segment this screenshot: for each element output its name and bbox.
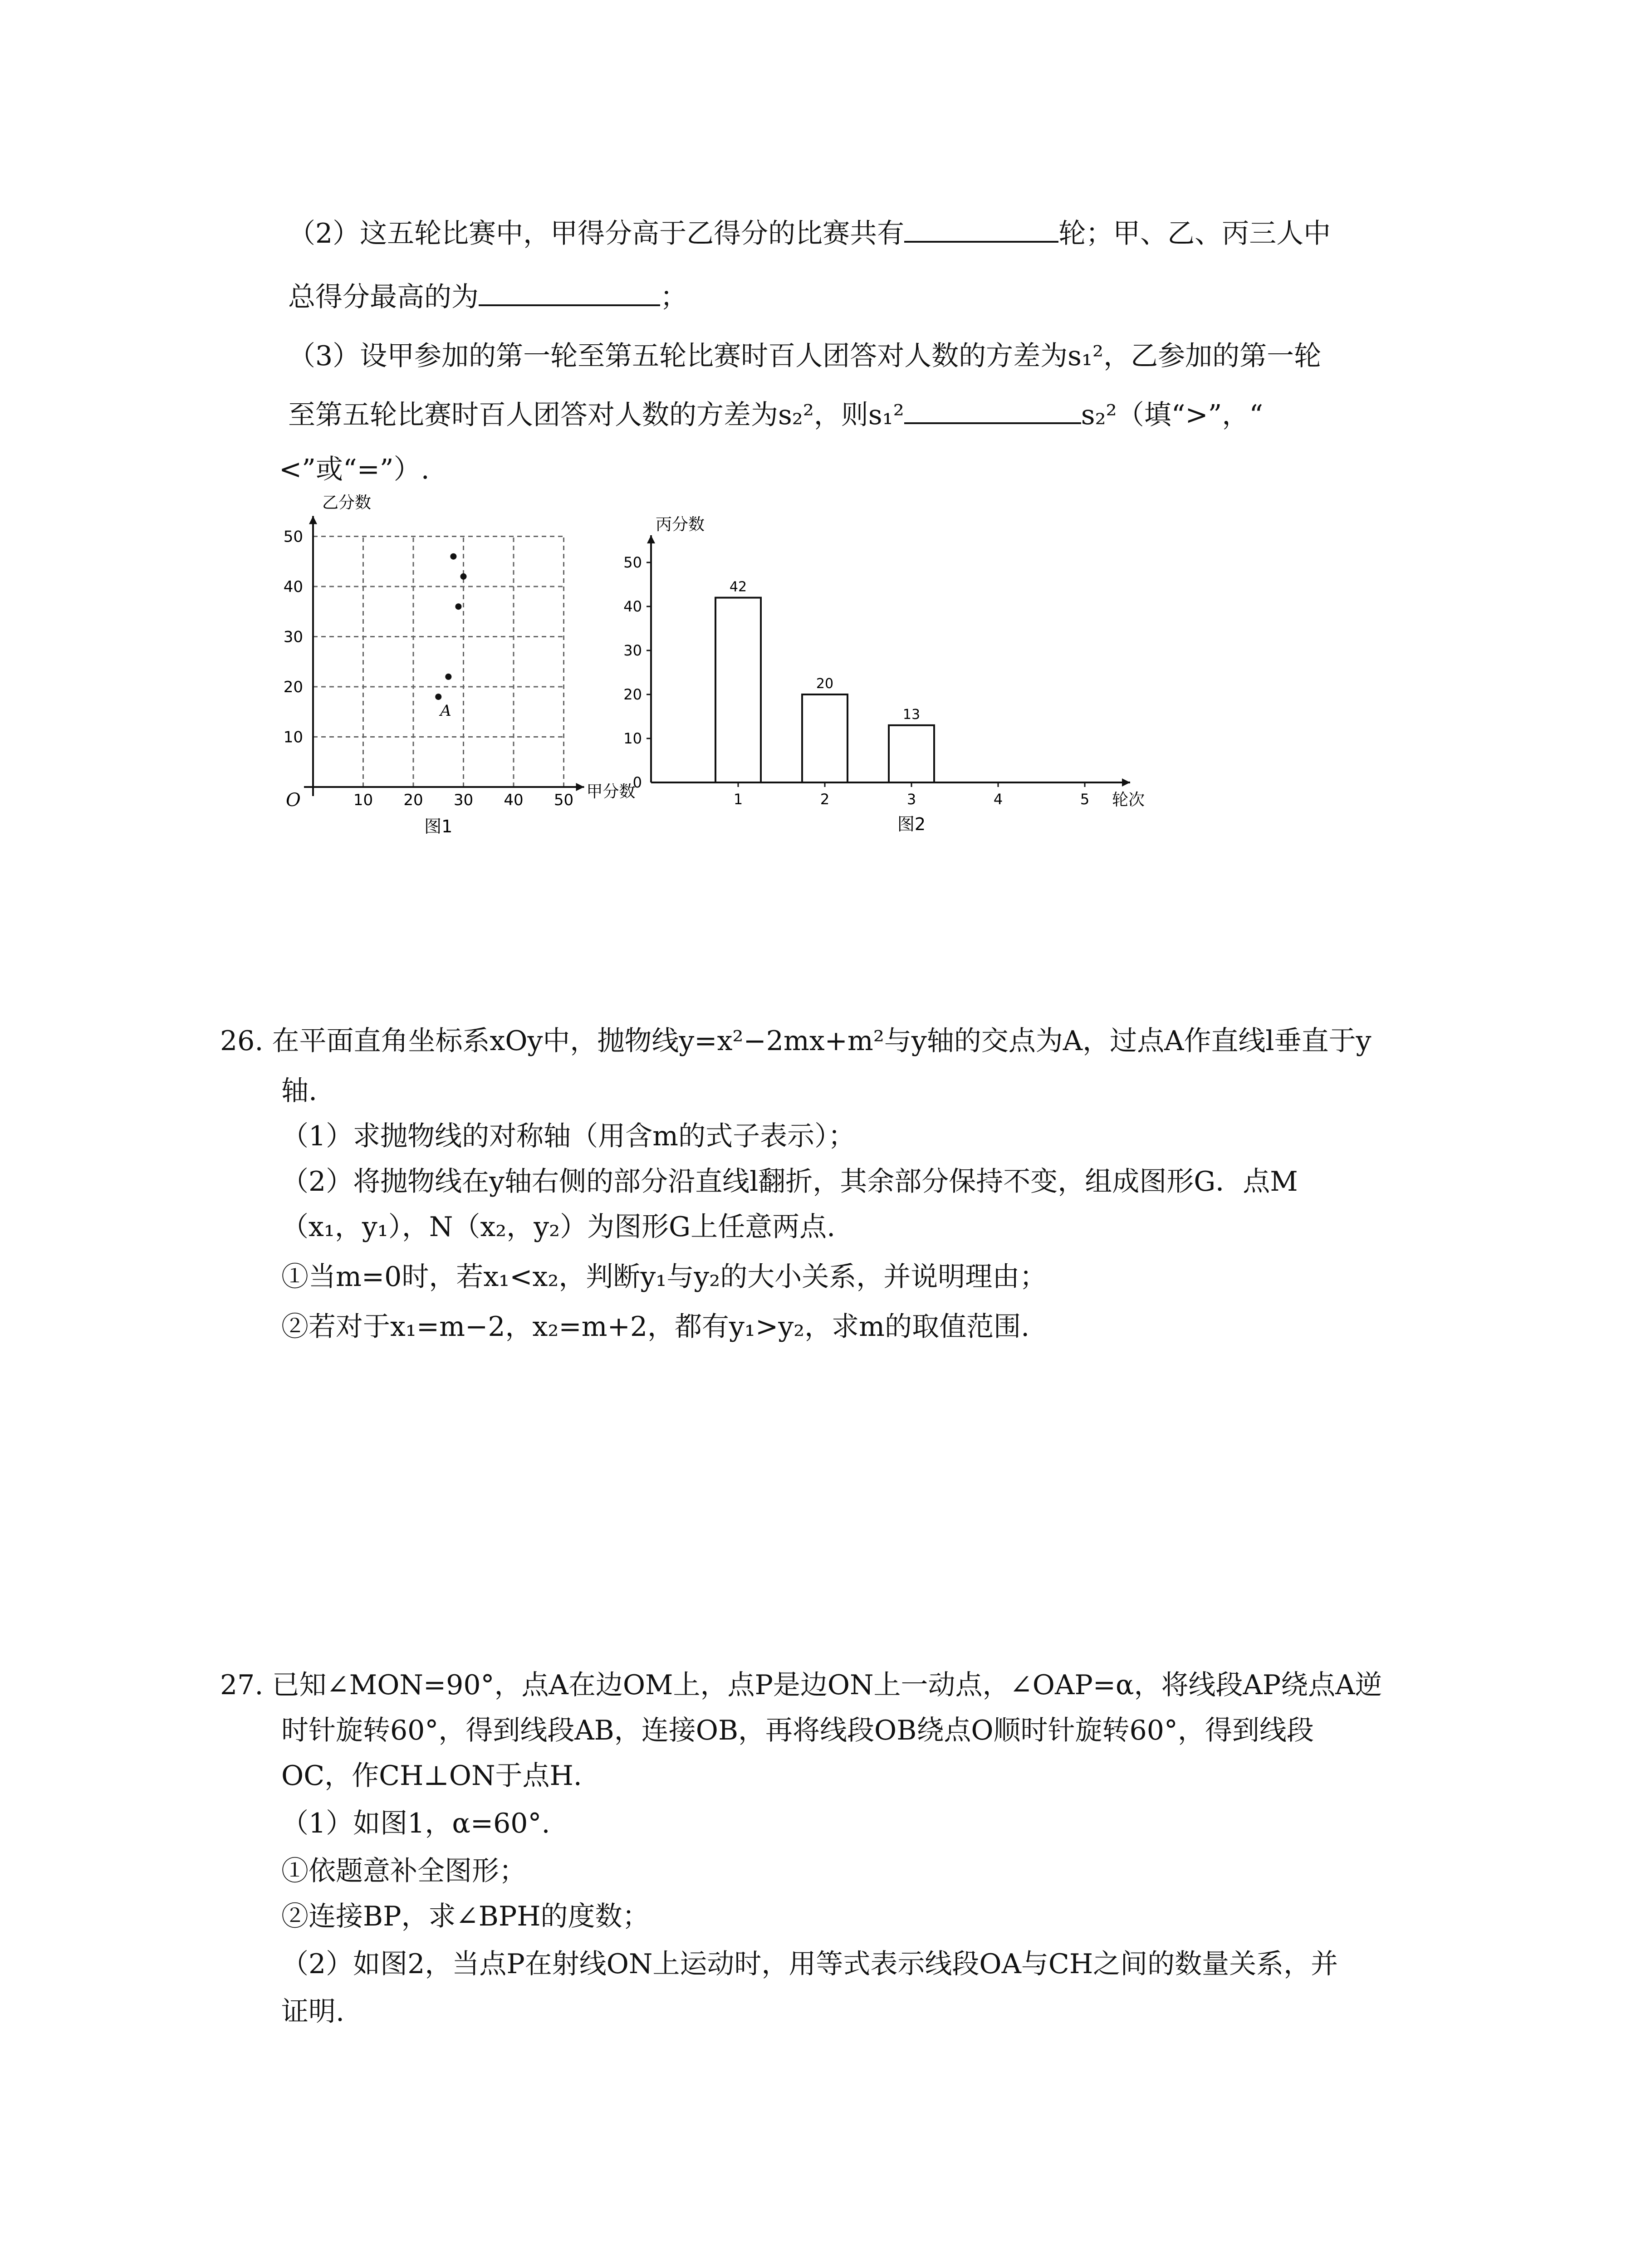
data-point xyxy=(455,603,461,610)
data-point xyxy=(450,553,456,560)
y-tick-label: 40 xyxy=(283,578,303,596)
data-point xyxy=(445,674,451,680)
x-tick-label: 3 xyxy=(906,791,916,808)
q26-part1: （1）求抛物线的对称轴（用含m的式子表示）； xyxy=(281,1120,856,1152)
x-tick-label: 20 xyxy=(403,791,423,809)
data-point xyxy=(460,573,467,580)
q27-part1: （1）如图1，α=60°. xyxy=(281,1808,550,1839)
x-axis-arrow xyxy=(576,783,584,791)
q25-part3-line3: <”或“=”）. xyxy=(279,454,430,485)
q26-line2: 轴. xyxy=(281,1075,318,1107)
x-tick-label: 2 xyxy=(820,791,830,808)
q25-part2-text-c: 总得分最高的为 xyxy=(288,281,479,313)
q25-part2-text-d: ； xyxy=(660,281,687,313)
q25-part2-text-b: 轮；甲、乙、丙三人中 xyxy=(1058,218,1331,249)
q27-sub1: ①依题意补全图形； xyxy=(281,1855,526,1887)
q26-line1: 26. 在平面直角坐标系xOy中，抛物线y=x²−2mx+m²与y轴的交点为A，过点A作直线l垂直于y xyxy=(220,1025,1372,1057)
x-tick-label: 50 xyxy=(554,791,574,809)
y-axis-label: 丙分数 xyxy=(656,515,705,534)
y-axis-label: 乙分数 xyxy=(322,494,372,512)
x-axis-label: 甲分数 xyxy=(586,782,636,801)
answer-blank-rounds[interactable] xyxy=(904,214,1058,243)
figure-caption: 图2 xyxy=(897,814,926,834)
figure-caption: 图1 xyxy=(424,816,453,836)
q26-sub2: ②若对于x₁=m−2，x₂=m+2，都有y₁>y₂，求m的取值范围. xyxy=(281,1311,1030,1343)
q27-sub2: ②连接BP，求∠BPH的度数； xyxy=(281,1901,650,1932)
answer-blank-highest-total[interactable] xyxy=(479,277,660,306)
origin-label: O xyxy=(286,790,301,811)
q27-line1: 27. 已知∠MON=90°，点A在边OM上，点P是边ON上一动点，∠OAP=α，将线段AP绕点A逆 xyxy=(220,1669,1382,1701)
q26-part2-line2: （x₁，y₁），N（x₂，y₂）为图形G上任意两点. xyxy=(281,1211,836,1243)
q27-part2-line1: （2）如图2，当点P在射线ON上运动时，用等式表示线段OA与CH之间的数量关系，并 xyxy=(281,1948,1338,1980)
bar xyxy=(715,598,761,782)
q25-part2-line2 xyxy=(288,277,687,318)
x-tick-label: 40 xyxy=(504,791,524,809)
x-tick-label: 1 xyxy=(733,791,743,808)
q27-part2-line2: 证明. xyxy=(281,1996,345,2028)
q27-line2: 时针旋转60°，得到线段AB，连接OB，再将线段OB绕点O顺时针旋转60°，得到线段 xyxy=(281,1715,1314,1746)
data-point xyxy=(435,694,441,700)
y-tick-label: 40 xyxy=(623,598,642,615)
y-tick-label: 50 xyxy=(623,554,642,571)
bar-data-label: 42 xyxy=(729,579,747,595)
bar-data-label: 13 xyxy=(902,706,921,723)
answer-blank-variance-compare[interactable] xyxy=(904,395,1081,424)
x-tick-label: 30 xyxy=(453,791,474,809)
figure-1-scatter xyxy=(263,490,653,853)
x-axis-label: 轮次 xyxy=(1112,791,1145,809)
x-tick-label: 10 xyxy=(353,791,373,809)
x-tick-label: 5 xyxy=(1080,791,1090,808)
q25-part3-text-a: 至第五轮比赛时百人团答对人数的方差为s₂²，则s₁² xyxy=(288,399,904,431)
bar xyxy=(889,725,934,782)
y-tick-label: 10 xyxy=(623,730,642,747)
q26-sub1: ①当m=0时，若x₁<x₂，判断y₁与y₂的大小关系，并说明理由； xyxy=(281,1261,1047,1293)
y-tick-label: 10 xyxy=(283,728,303,747)
point-label: A xyxy=(440,702,451,720)
y-tick-label: 50 xyxy=(283,528,303,546)
y-tick-label: 30 xyxy=(283,628,303,646)
figure-2-bar xyxy=(608,513,1152,844)
x-tick-label: 4 xyxy=(993,791,1003,808)
y-axis-arrow xyxy=(647,535,655,543)
bar-data-label: 20 xyxy=(816,676,834,692)
y-tick-label: 30 xyxy=(623,642,642,659)
q25-part3-line1: （3）设甲参加的第一轮至第五轮比赛时百人团答对人数的方差为s₁²，乙参加的第一轮 xyxy=(288,340,1322,372)
y-axis-arrow xyxy=(309,516,317,524)
x-axis-arrow xyxy=(1122,778,1130,787)
origin-label: 0 xyxy=(632,774,642,791)
q25-part3-line2 xyxy=(288,395,1263,435)
y-tick-label: 20 xyxy=(283,678,303,696)
y-tick-label: 20 xyxy=(623,686,642,703)
q25-part2-text-a: （2）这五轮比赛中，甲得分高于乙得分的比赛共有 xyxy=(288,218,905,249)
q25-part2-line1 xyxy=(288,213,1331,254)
bar xyxy=(802,694,847,782)
q26-part2-line1: （2）将抛物线在y轴右侧的部分沿直线l翻折，其余部分保持不变，组成图形G．点M xyxy=(281,1166,1298,1198)
q27-line3: OC，作CH⊥ON于点H. xyxy=(281,1760,582,1792)
q25-part3-text-b: s₂²（填“>”，“ xyxy=(1081,399,1263,431)
